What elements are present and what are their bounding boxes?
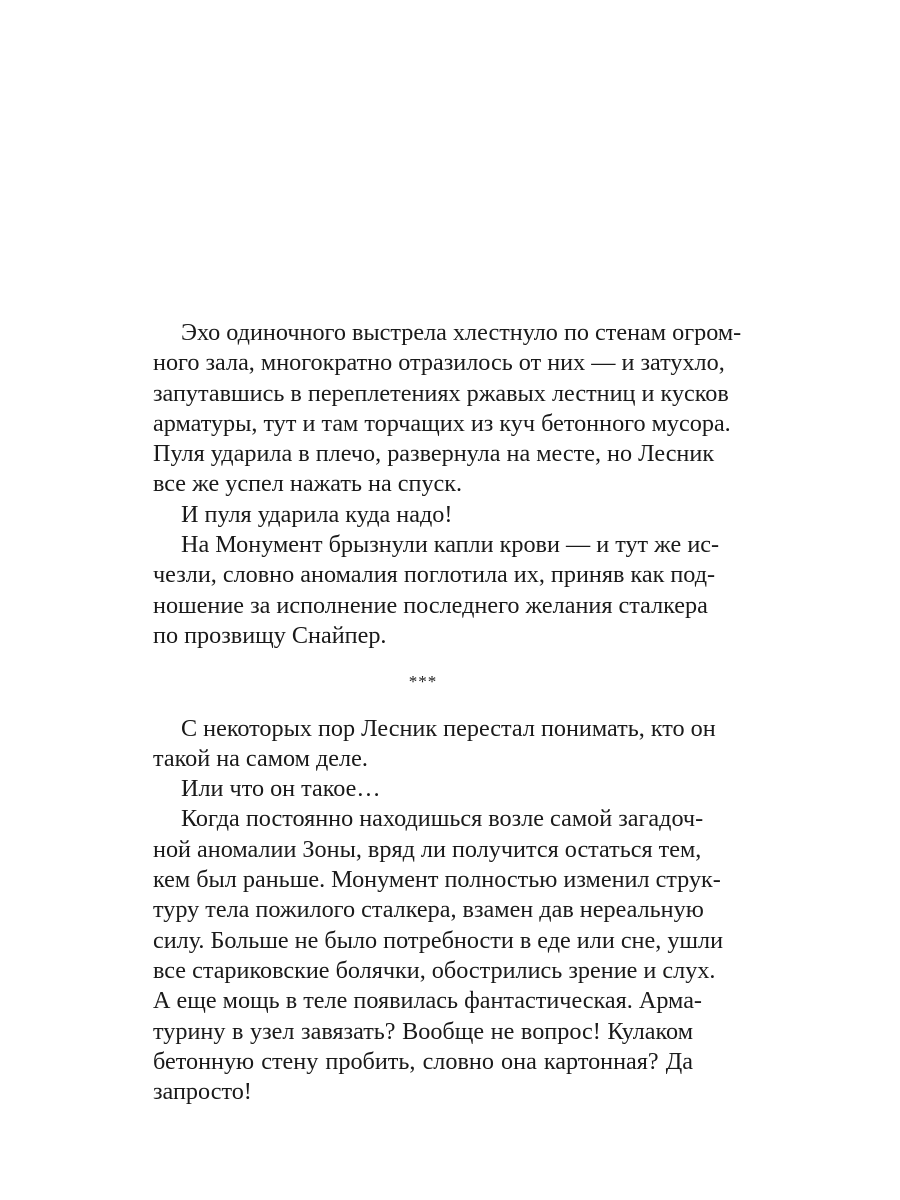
text-line: бетонную стену пробить, словно она картонная? Да xyxy=(153,1047,693,1075)
scene-break-asterisks: *** xyxy=(408,672,438,692)
paragraph-monument-blood xyxy=(153,530,720,651)
paragraph-monument-changes xyxy=(153,804,724,1107)
text-line: все стариковские болячки, обострились зрение и слух. xyxy=(153,956,716,984)
text-line: запросто! xyxy=(153,1078,252,1106)
text-line: ного зала, многократно отразилось от них — и затухло, xyxy=(153,349,725,377)
text-line: арматуры, тут и там торчащих из куч бетонного мусора. xyxy=(153,409,731,437)
paragraph-gunshot-echo xyxy=(153,318,742,500)
text-line: Когда постоянно находишься возле самой загадоч- xyxy=(181,805,704,833)
text-line: все же успел нажать на спуск. xyxy=(153,470,463,498)
text-line: С некоторых пор Лесник перестал понимать, кто он xyxy=(181,714,716,742)
text-line: ной аномалии Зоны, вряд ли получится остаться тем, xyxy=(153,835,702,863)
text-line: ношение за исполнение последнего желания сталкера xyxy=(153,591,708,619)
text-line: силу. Больше не было потребности в еде или сне, ушли xyxy=(153,926,724,954)
text-line: запутавшись в переплетениях ржавых лестниц и кусков xyxy=(153,379,729,407)
text-line: Пуля ударила в плечо, развернула на месте, но Лесник xyxy=(153,440,715,468)
text-line: Или что он такое… xyxy=(181,775,381,803)
text-line: такой на самом деле. xyxy=(153,744,368,772)
paragraph-bullet-hit xyxy=(153,500,693,530)
text-line: И пуля ударила куда надо! xyxy=(181,500,453,528)
text-line: турину в узел завязать? Вообще не вопрос! Кулаком xyxy=(153,1017,693,1045)
text-line: чезли, словно аномалия поглотила их, приняв как под- xyxy=(153,561,716,589)
text-line: туру тела пожилого сталкера, взамен дав нереальную xyxy=(153,896,704,924)
text-line: На Монумент брызнули капли крови — и тут же ис- xyxy=(181,531,720,559)
text-line: по прозвищу Снайпер. xyxy=(153,621,387,649)
text-line: Эхо одиночного выстрела хлестнуло по стенам огром- xyxy=(181,319,742,346)
book-page-body xyxy=(153,318,742,1107)
text-line: кем был раньше. Монумент полностью изменил струк- xyxy=(153,866,721,894)
paragraph-lesnik-identity xyxy=(153,714,716,775)
paragraph-or-what xyxy=(153,774,693,804)
text-line: А еще мощь в теле появилась фантастическая. Арма- xyxy=(153,987,702,1015)
